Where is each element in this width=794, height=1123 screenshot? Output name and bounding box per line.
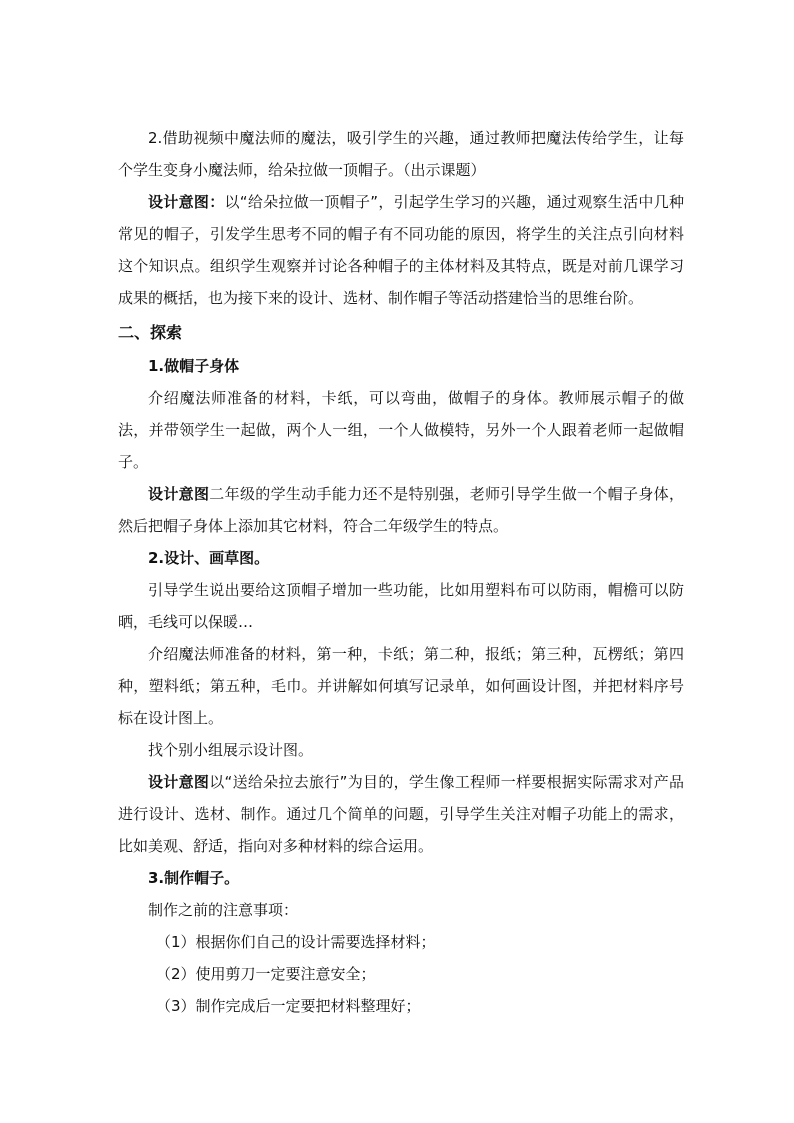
design-paragraph-1: 引导学生说出要给这顶帽子增加一些功能，比如用塑料布可以防雨，帽檐可以防晒，毛线可以保暖… <box>118 581 684 631</box>
document-page <box>118 122 684 1022</box>
subheading-hat-body: 1.做帽子身体 <box>148 357 240 375</box>
hat-body-paragraph: 介绍魔法师准备的材料，卡纸，可以弯曲，做帽子的身体。教师展示帽子的做法，并带领学生一起做，两个人一组，一个人做模特，另外一个人跟着老师一起做帽子。 <box>118 389 684 471</box>
design-intent-paragraph-2 <box>118 478 684 542</box>
note-item: （1）根据你们自己的设计需要选择材料； <box>156 933 436 951</box>
subheading-make-hat: 3.制作帽子。 <box>148 869 240 887</box>
design-intent-paragraph-1 <box>118 186 684 314</box>
design-intent-label: 设计意图 <box>148 773 210 791</box>
design-intent-paragraph-3 <box>118 766 684 862</box>
notes-intro: 制作之前的注意事项： <box>148 901 299 919</box>
design-intent-label: 设计意图 <box>148 485 210 503</box>
subheading-design-sketch: 2.设计、画草图。 <box>148 549 270 567</box>
design-intent-text: 以“送给朵拉去旅行”为目的，学生像工程师一样要根据实际需求对产品进行设计、选材、制作。通过几个简单的问题，引导学生关注对帽子功能上的需求，比如美观、舒适，指向对多种材料的综合运用。 <box>118 773 684 855</box>
design-intent-text: 以“给朵拉做一顶帽子”，引起学生学习的兴趣，通过观察生活中几种常见的帽子，引发学生思考不同的帽子有不同功能的原因，将学生的关注点引向材料这个知识点。组织学生观察并讨论各种帽子的主体材料及其特点，既是对前几课学习成果的概括，也为接下来的设计、选材、制作帽子等活动搭建恰当的思维台阶。 <box>118 193 684 307</box>
note-item: （3）制作完成后一定要把材料整理好； <box>156 997 421 1015</box>
design-paragraph-3: 找个别小组展示设计图。 <box>148 741 314 759</box>
intro-paragraph: 2.借助视频中魔法师的魔法，吸引学生的兴趣，通过教师把魔法传给学生，让每个学生变身小魔法师，给朵拉做一顶帽子。（出示课题） <box>118 129 684 179</box>
design-intent-label: 设计意图： <box>148 193 225 211</box>
design-intent-text: 二年级的学生动手能力还不是特别强，老师引导学生做一个帽子身体，然后把帽子身体上添加其它材料，符合二年级学生的特点。 <box>118 485 684 535</box>
note-item: （2）使用剪刀一定要注意安全； <box>156 965 376 983</box>
section-heading-explore: 二、探索 <box>118 323 183 342</box>
design-paragraph-2: 介绍魔法师准备的材料，第一种，卡纸；第二种，报纸；第三种，瓦楞纸；第四种，塑料纸；第五种，毛巾。并讲解如何填写记录单，如何画设计图，并把材料序号标在设计图上。 <box>118 645 684 727</box>
